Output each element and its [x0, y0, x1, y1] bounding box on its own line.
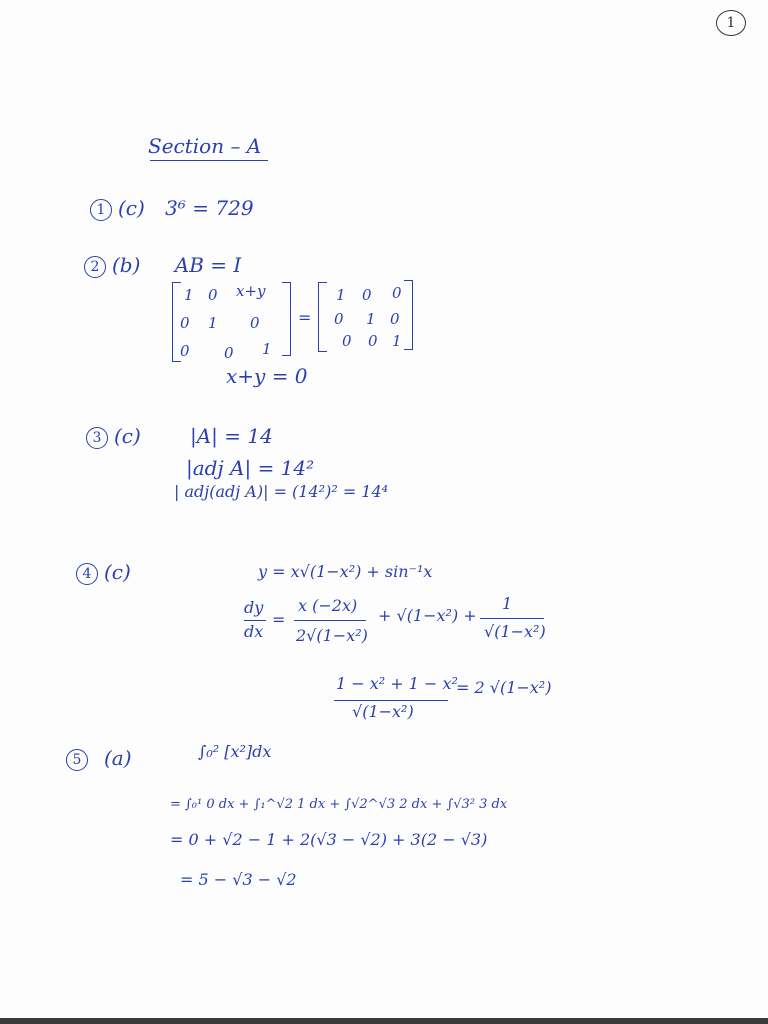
rhs-matrix-right-bracket — [404, 280, 413, 350]
rhs-matrix-left-bracket — [318, 282, 327, 352]
q4-frac-den: √(1−x²) — [352, 702, 414, 721]
question-number-4: 4 — [76, 563, 98, 585]
q5-line4: = 5 − √3 − √2 — [180, 870, 297, 889]
section-title: Section – A — [148, 134, 262, 158]
q1-answer: 3⁶ = 729 — [165, 196, 254, 220]
rhs-cell: 1 — [366, 310, 376, 328]
q5-line2: = ∫₀¹ 0 dx + ∫₁^√2 1 dx + ∫√2^√3 2 dx + ∫√3² 3 dx — [170, 797, 508, 812]
lhs-cell: 0 — [180, 342, 190, 360]
scanner-bottom-edge — [0, 1018, 768, 1024]
q4-term3-num: 1 — [502, 594, 513, 613]
rhs-cell: 0 — [392, 284, 402, 302]
question-4 — [76, 562, 131, 585]
rhs-cell: 1 — [336, 286, 346, 304]
lhs-matrix-right-bracket — [282, 282, 291, 356]
rhs-cell: 0 — [362, 286, 372, 304]
q4-result: = 2 √(1−x²) — [456, 678, 552, 697]
lhs-cell: 1 — [262, 340, 272, 358]
q4-term3-den: √(1−x²) — [484, 622, 546, 641]
lhs-cell: x+y — [236, 282, 266, 300]
q4-dy: dy — [244, 598, 264, 617]
q1-choice: (c) — [118, 196, 145, 220]
page-number: 1 — [716, 10, 746, 36]
q3-line3: | adj(adj A)| = (14²)² = 14⁴ — [174, 482, 389, 501]
lhs-cell: 0 — [250, 314, 260, 332]
q4-term1-num: x (−2x) — [298, 596, 358, 615]
q4-equals: = — [272, 610, 286, 629]
q3-line2: |adj A| = 14² — [186, 456, 315, 480]
lhs-cell: 1 — [184, 286, 194, 304]
question-number-1: 1 — [90, 199, 112, 221]
question-number-2: 2 — [84, 256, 106, 278]
q4-line1: y = x√(1−x²) + sin⁻¹x — [258, 562, 433, 581]
lhs-cell: 0 — [224, 344, 234, 362]
lhs-cell: 1 — [208, 314, 218, 332]
rhs-cell: 1 — [392, 332, 402, 350]
q4-choice: (c) — [104, 560, 131, 584]
question-3 — [86, 426, 141, 449]
q4-term1-den: 2√(1−x²) — [296, 626, 368, 645]
lhs-cell: 0 — [180, 314, 190, 332]
question-number-5: 5 — [66, 749, 88, 771]
q4-term1-bar — [294, 620, 366, 621]
question-number-3: 3 — [86, 427, 108, 449]
q2-line1: AB = I — [174, 253, 242, 277]
lhs-cell: 0 — [208, 286, 218, 304]
question-2 — [84, 255, 241, 278]
q4-term3-bar — [480, 618, 544, 619]
q3-choice: (c) — [114, 424, 141, 448]
q4-plus-term: + √(1−x²) + — [378, 606, 477, 625]
q5-choice: (a) — [104, 746, 132, 770]
q5-line3: = 0 + √2 − 1 + 2(√3 − √2) + 3(2 − √3) — [170, 830, 488, 849]
q5-integral: ∫₀² [x²]dx — [198, 742, 272, 761]
rhs-cell: 0 — [334, 310, 344, 328]
q4-dydx-bar — [244, 620, 266, 621]
rhs-cell: 0 — [390, 310, 400, 328]
rhs-cell: 0 — [342, 332, 352, 350]
q4-frac-num: 1 − x² + 1 − x² — [336, 674, 458, 693]
q2-result: x+y = 0 — [226, 364, 308, 388]
question-1 — [90, 198, 254, 221]
rhs-cell: 0 — [368, 332, 378, 350]
section-title-underline — [150, 160, 268, 161]
q4-frac-bar — [334, 700, 448, 701]
q4-dx: dx — [244, 622, 264, 641]
matrix-equals: = — [298, 308, 312, 327]
question-5 — [66, 748, 132, 771]
q2-choice: (b) — [112, 253, 141, 277]
q3-line1: |A| = 14 — [190, 424, 273, 448]
